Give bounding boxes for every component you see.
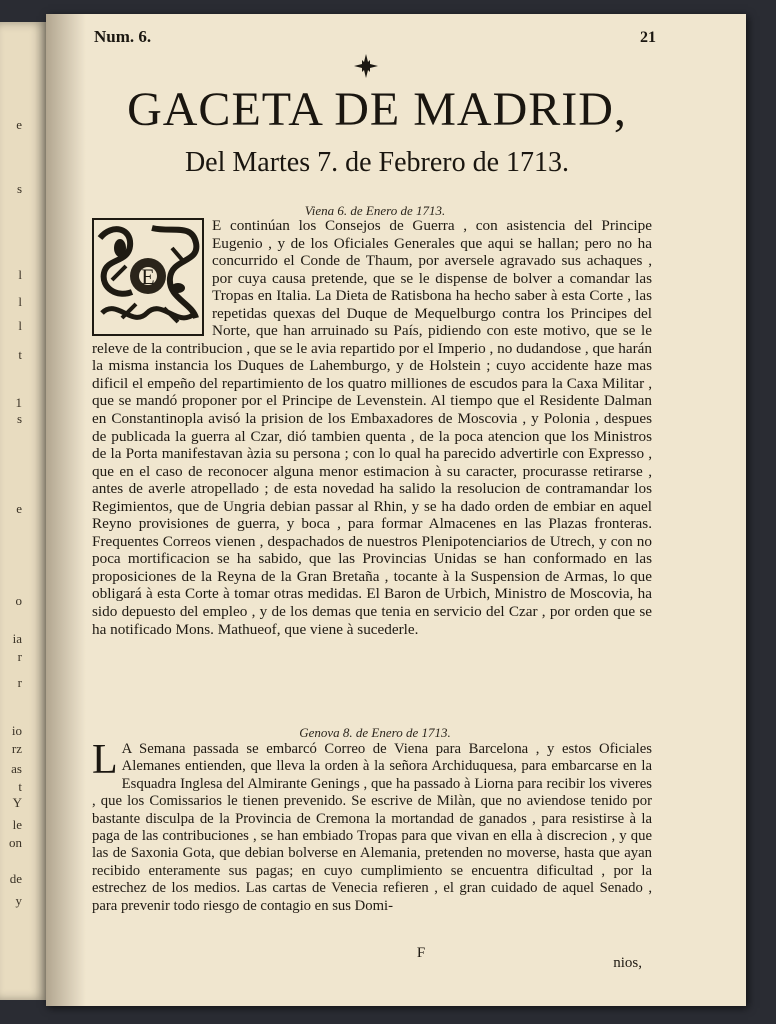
- article-text: A Semana passada se embarcó Correo de Viena para Barcelona , y estos Oficiales Alemanes entienden, que lleva la orden à la señora Archiduquesa, para embarcarse en la Esquadra Inglesa del Almirante Genings , que ha passado à Liorna para recibir los viveres , que los Comissarios le tienen prevenido. Se escrive de Milàn, que no aviendose tenido por bastante disculpa de la Provincia de Cremona la mortandad de ganados , para resistirse à la paga de las contribuciones , se han embiado Tropas para que vivan en ella à discrecion , y que las de Saxonia Gota, que debian bolverse en Alemania, pretenden no moverse, hasta que ayan recibido enteramente sus pagas; en cuyo cumplimiento se encuentra dificultad , por la estrechez de los medios. Las cartas de Venecia refieren , el gran cuidado de aquel Senado , para prevenir todo riesgo de contagio en sus Domi-: [92, 741, 652, 914]
- svg-text:E: E: [141, 264, 155, 289]
- left-fragment: e: [16, 117, 22, 132]
- signature-mark: F: [416, 945, 426, 961]
- left-fragment: r: [17, 649, 22, 664]
- article-body: [92, 217, 652, 638]
- left-fragment: on: [9, 835, 22, 850]
- previous-page-edge: [0, 22, 46, 1000]
- left-fragment: t: [18, 779, 22, 794]
- cross-pattee-icon: [353, 53, 379, 79]
- left-fragment: r: [17, 675, 22, 690]
- left-fragment: ia: [12, 631, 22, 646]
- left-fragment: de: [9, 871, 22, 886]
- article-dateline: Viena 6. de Enero de 1713.: [304, 203, 446, 218]
- issue-date: Del Martes 7. de Febrero de 1713.: [184, 147, 570, 178]
- left-fragment: io: [11, 723, 22, 738]
- left-fragment: as: [11, 761, 22, 776]
- left-fragment: y: [15, 893, 22, 908]
- woodcut-initial-ornament: [92, 218, 204, 336]
- left-fragment: rz: [11, 741, 22, 756]
- left-fragment: Y: [12, 795, 22, 810]
- left-fragment: s: [16, 181, 22, 196]
- left-fragment: e: [16, 501, 22, 516]
- drop-cap: L: [92, 737, 118, 783]
- left-fragment: s: [16, 411, 22, 426]
- left-fragment: l: [18, 294, 22, 309]
- article-body: [92, 737, 652, 915]
- left-fragment: t: [18, 347, 22, 362]
- article-dateline: Genova 8. de Enero de 1713.: [299, 725, 451, 740]
- article-text: E continúan los Consejos de Guerra , con asistencia del Principe Eugenio , y de los Oficiales Generales que aqui se hallan; pero no ha concurrido el Conde de Thaum, por aversele agravado sus achaques , por cuya causa pretende, que se le dispense de bolver a comandar las Tropas en Italia. La Dieta de Ratisbona ha hecho saber à esta Corte , las repetidas quexas del Duque de Mequelburgo contra los Principes del Norte, que han arruinado su País, pidiendo con este motivo, que se le releve de la contribucion , que se le avia repartido por el Imperio , no dudandose , que harán la misma instancia los Duques de Lahemburgo, y de Holstein ; cuyo accidente haze mas dificil el empeño del repartimiento de los quatro milliones de escudos para la Caxa Militar , que se mandó proponer por el Principe de Levenstein. Al tiempo que el Residente Dalman en Constantinopla avisó la prision de los Embaxadores de Moscovia , y Polonia , despues de publicada la guerra al Czar, dió tambien quenta , de la poca atencion que los Ministros de la Porta manifestavan àzia su persona ; con lo qual ha parecido advertirle con Expresso , que en el caso de reconocer alguna menor estimacion à su caracter, procurasse retirarse , antes de averle atropellado ; de esta novedad ha salido la resolucion de contramandar los Regimientos, que de Ungria debian passar al Rhin, y se ha dado orden de embiar en aquel Reyno provisiones de guerra, y boca , para formar Almacenes en las Plazas fronteras. Frequentes Correos vienen , despachados de nuestros Plenipotenciarios de Utrech, y con no poca mortificacion se ha sabido, que las Provincias Unidas se han conformado en las proposiciones de la Reyna de la Gran Bretaña , tocante à la Suspension de Armas, lo que obligará à esta Corte à tomar otras medidas. El Baron de Urbich, Ministro de Moscovia, ha sido depuesto del empleo , y de los demas que tenia en servicio del Czar , por orden que se ha notificado Mons. Mathueof, que viene à sucederle.: [92, 217, 652, 638]
- left-fragment: 1: [15, 395, 22, 410]
- left-fragment: o: [15, 593, 22, 608]
- left-fragment: l: [18, 318, 22, 333]
- left-fragment: le: [12, 817, 22, 832]
- left-fragment: l: [18, 267, 22, 282]
- catchword: nios,: [613, 955, 642, 971]
- page-number: 21: [640, 29, 656, 46]
- page-title: GACETA DE MADRID,: [127, 83, 627, 136]
- issue-number: Num. 6.: [94, 27, 152, 46]
